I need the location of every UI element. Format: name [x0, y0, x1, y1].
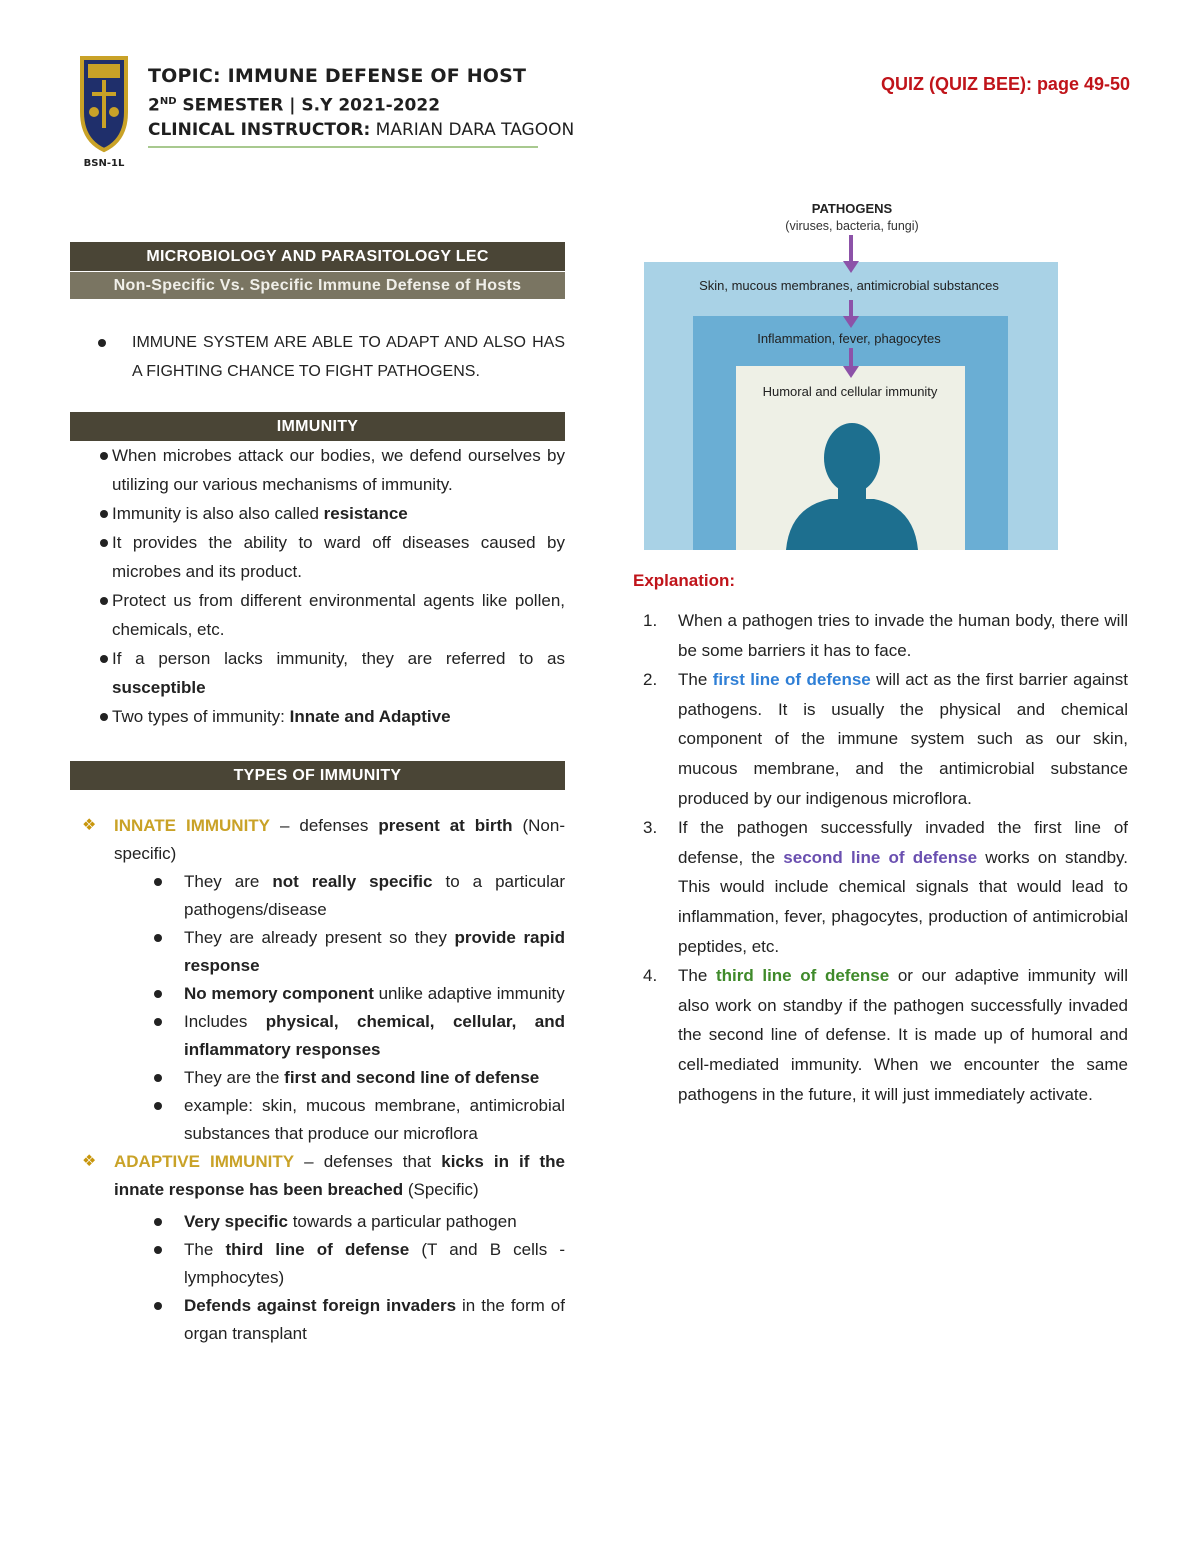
list-item: It provides the ability to ward off diseases caused by microbes and its product.	[70, 528, 565, 586]
first-line-label: Skin, mucous membranes, antimicrobial substances	[699, 278, 999, 293]
instructor-line: CLINICAL INSTRUCTOR: MARIAN DARA TAGOON	[148, 119, 575, 140]
adaptive-list	[70, 1208, 565, 1348]
quiz-reference: QUIZ (QUIZ BEE): page 49-50	[880, 74, 1130, 94]
diamond-bullet-icon: ❖	[82, 817, 97, 834]
list-item: 4. The third line of defense or our adaptive immunity will also work on standby if the pathogen successfully invaded the second line of defense. It is made up of humoral and cell-mediated immunity. When we encounter the same pathogens in the future, it will just immediately activate.	[643, 966, 1128, 1104]
immunity-bar: IMMUNITY	[70, 412, 565, 441]
list-item: Very specific towards a particular pathogen	[70, 1208, 565, 1236]
second-line-label: Inflammation, fever, phagocytes	[757, 331, 941, 346]
list-item: Two types of immunity: Innate and Adaptive	[70, 702, 565, 731]
types-of-immunity-bar: TYPES OF IMMUNITY	[70, 761, 565, 790]
diamond-bullet-icon: ❖	[82, 1153, 97, 1170]
list-item: The third line of defense (T and B cells - lymphocytes)	[70, 1236, 565, 1292]
list-item: Includes physical, chemical, cellular, and inflammatory responses	[70, 1008, 565, 1064]
list-item: 3. If the pathogen successfully invaded the first line of defense, the second line of defense works on standby. This would include chemical signals that would lead to inflammation, fever, phagocytes, production of antimicrobial peptides, etc.	[643, 818, 1128, 956]
innate-list	[70, 868, 565, 1148]
list-item: Protect us from different environmental agents like pollen, chemicals, etc.	[70, 586, 565, 644]
school-crest-logo	[76, 50, 132, 170]
list-item: 1. When a pathogen tries to invade the human body, there will be some barriers it has to face.	[643, 611, 1128, 660]
list-item: Immunity is also also called resistance	[70, 499, 565, 528]
list-item: example: skin, mucous membrane, antimicrobial substances that produce our microflora	[70, 1092, 565, 1148]
header-divider	[148, 146, 538, 148]
list-item: They are already present so they provide rapid response	[70, 924, 565, 980]
explanation-list	[633, 606, 1128, 1109]
list-item: IMMUNE SYSTEM ARE ABLE TO ADAPT AND ALSO HAS A FIGHTING CHANCE TO FIGHT PATHOGENS.	[70, 328, 565, 386]
diagram-title: PATHOGENS	[811, 201, 893, 216]
logo-text: BSN-1L	[83, 158, 125, 169]
topic-title: TOPIC: IMMUNE DEFENSE OF HOST	[148, 65, 527, 87]
semester-line: 2ND SEMESTER | S.Y 2021-2022	[148, 95, 441, 116]
diagram-subtitle: (viruses, bacteria, fungi)	[785, 219, 919, 233]
list-item: If a person lacks immunity, they are referred to as susceptible	[70, 644, 565, 702]
right-column	[633, 606, 1128, 1109]
list-item: They are the first and second line of defense	[70, 1064, 565, 1092]
course-title-bar: MICROBIOLOGY AND PARASITOLOGY LEC	[70, 242, 565, 271]
intro-list	[70, 328, 565, 386]
explanation-title: Explanation:	[633, 571, 736, 590]
list-item: No memory component unlike adaptive immunity	[70, 980, 565, 1008]
lines-of-defense-diagram	[640, 195, 1060, 550]
immunity-list	[70, 441, 565, 731]
list-item: 2. The first line of defense will act as the first barrier against pathogens. It is usually the physical and chemical component of the immune system such as our skin, mucous membrane, and the antimicrobial substance produced by our indigenous microflora.	[643, 670, 1128, 808]
innate-immunity-heading: ❖ INNATE IMMUNITY – defenses present at birth (Non-specific)	[70, 812, 565, 868]
document-header	[148, 63, 574, 142]
list-item: They are not really specific to a particular pathogens/disease	[70, 868, 565, 924]
left-column	[70, 242, 565, 1348]
adaptive-immunity-heading: ❖ ADAPTIVE IMMUNITY – defenses that kicks in if the innate response has been breached (Specific)	[70, 1148, 565, 1204]
third-line-label: Humoral and cellular immunity	[762, 384, 938, 399]
list-item: When microbes attack our bodies, we defend ourselves by utilizing our various mechanisms of immunity.	[70, 441, 565, 499]
section-subtitle-bar: Non-Specific Vs. Specific Immune Defense of Hosts	[70, 272, 565, 299]
list-item: Defends against foreign invaders in the form of organ transplant	[70, 1292, 565, 1348]
